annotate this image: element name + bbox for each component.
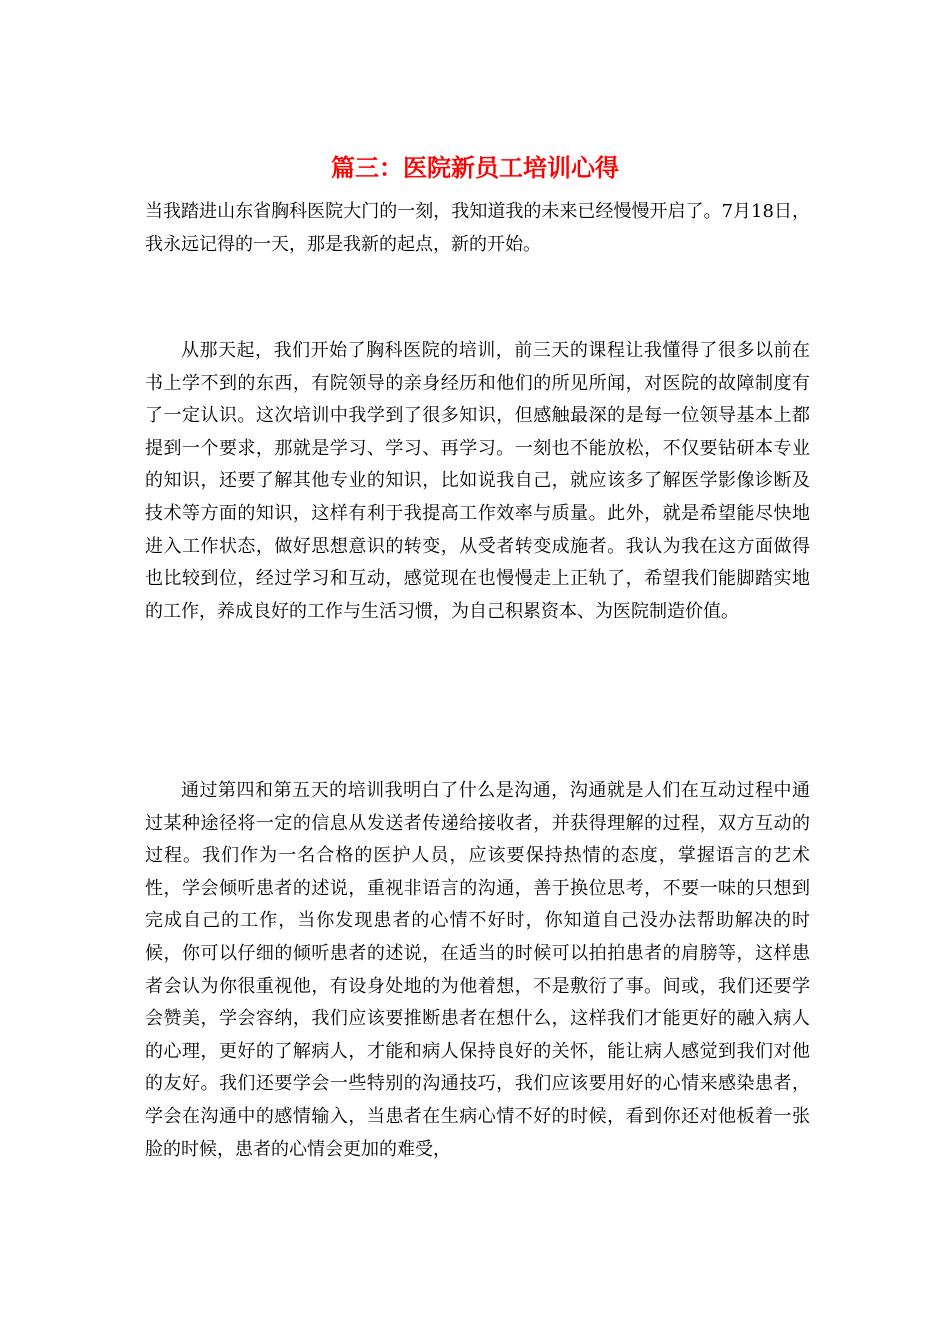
document-title: 篇三：医院新员工培训心得 bbox=[331, 153, 619, 182]
paragraph-training: 从那天起，我们开始了胸科医院的培训，前三天的课程让我懂得了很多以前在书上学不到的东西，有院领导的亲身经历和他们的所见所闻，对医院的故障制度有了一定认识。这次培训中我学到了很多知识，但感触最深的是每一位领导基本上都提到一个要求，那就是学习、学习、再学习。一刻也不能放松，不仅要钻研本专业的知识，还要了解其他专业的知识，比如说我自己，就应该多了解医学影像诊断及技术等方面的知识，这样有利于我提高工作效率与质量。此外，就是希望能尽快地进入工作状态，做好思想意识的转变，从受者转变成施者。我认为我在这方面做得也比较到位，经过学习和互动，感觉现在也慢慢走上正轨了，希望我们能脚踏实地的工作，养成良好的工作与生活习惯，为自己积累资本、为医院制造价值。 bbox=[145, 340, 810, 622]
paragraph-intro: 当我踏进山东省胸科医院大门的一刻，我知道我的未来已经慢慢开启了。7月18日，我永远记得的一天，那是我新的起点，新的开始。 bbox=[145, 201, 810, 255]
paragraph-communication: 通过第四和第五天的培训我明白了什么是沟通，沟通就是人们在互动过程中通过某种途径将一定的信息从发送者传递给接收者，并获得理解的过程，双方互动的过程。我们作为一名合格的医护人员，应该要保持热情的态度，掌握语言的艺术性，学会倾听患者的述说，重视非语言的沟通，善于换位思考，不要一味的只想到完成自己的工作，当你发现患者的心情不好时，你知道自己没办法帮助解决的时候，你可以仔细的倾听患者的述说，在适当的时候可以拍拍患者的肩膀等，这样患者会认为你很重视他，有设身处地的为他着想，不是敷衍了事。间或，我们还要学会赞美，学会容纳，我们应该要推断患者在想什么，这样我们才能更好的融入病人的心理，更好的了解病人，才能和病人保持良好的关怀，能让病人感觉到我们对他的友好。我们还要学会一些特别的沟通技巧，我们应该要用好的心情来感染患者，学会在沟通中的感情输入，当患者在生病心情不好的时候，看到你还对他板着一张脸的时候，患者的心情会更加的难受， bbox=[145, 780, 810, 1160]
